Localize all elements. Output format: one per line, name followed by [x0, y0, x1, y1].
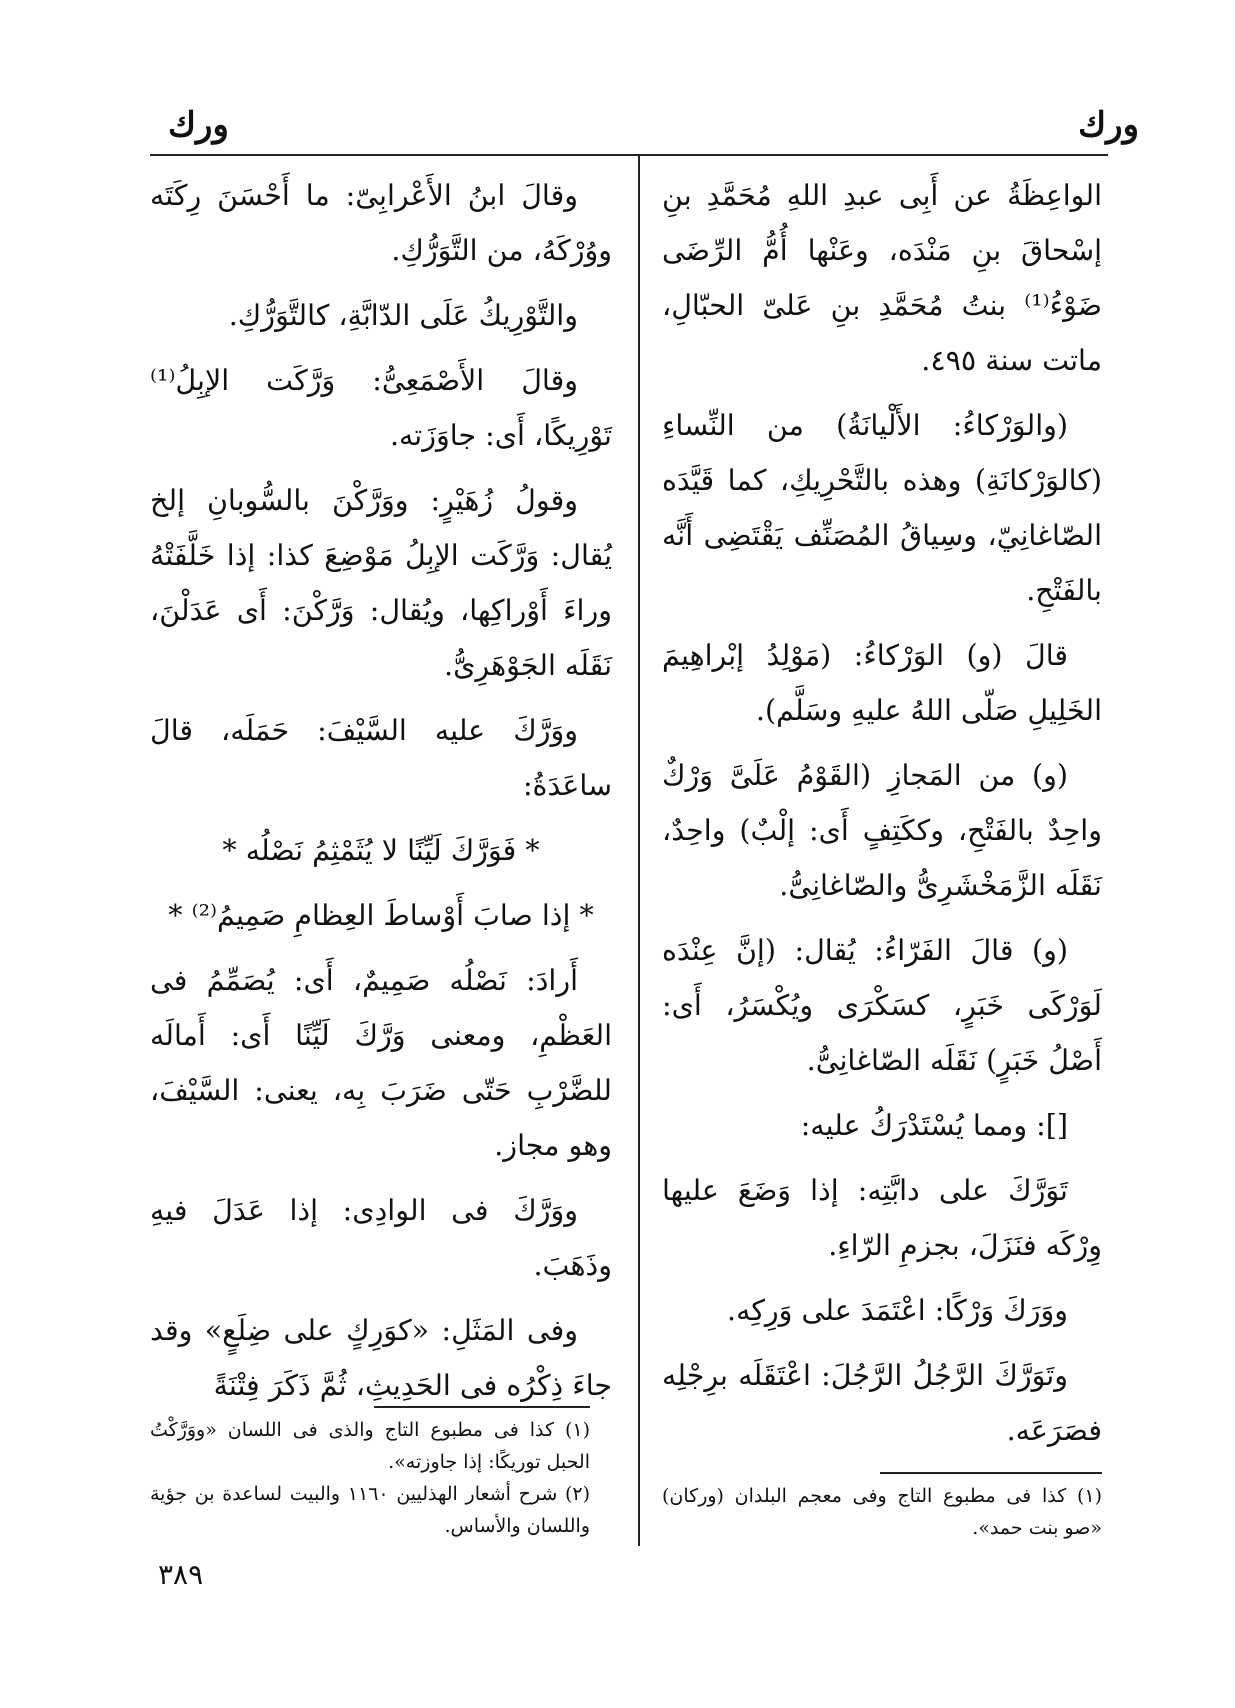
header-rule	[150, 154, 1108, 156]
page-number: ٣٨٩	[158, 1558, 204, 1591]
footnote-rule-right	[880, 1472, 1102, 1474]
left-column	[150, 168, 612, 1423]
right-column	[662, 168, 1102, 1468]
paragraph: وقالَ الأَصْمَعِىُّ: وَرَّكَت الإبِلُ⁽¹⁾ تَوْرِيكًا، أَى: جاوَزَته.	[150, 364, 612, 452]
verse-line: * فَوَرَّكَ لَيِّنًا لا يُثَمْثِمُ نَصْلُه *	[222, 834, 540, 867]
footnote: (١) كذا فى مطبوع التاج والذى فى اللسان «ووَرَّكْتُ الحبل توريكًا: إذا جاوزته».	[150, 1419, 590, 1473]
paragraph: []: ومما يُسْتَدْرَكُ عليه:	[800, 1109, 1068, 1142]
paragraph: وقالَ ابنُ الأَعْرابِىّ: ما أَحْسَنَ رِكَتَه ووُرْكَهُ، من التَّوَرُّكِ.	[150, 179, 612, 267]
paragraph: (و) قالَ الفَرّاءُ: يُقال: (إنَّ عِنْدَه لَوَرْكَى خَبَرٍ، كسَكْرَى ويُكْسَرُ، أَى: أَصْلُ خَبَرٍ) نَقَلَه الصّاغانِىُّ.	[662, 934, 1102, 1077]
paragraph: والتَّوْرِيكُ عَلَى الدّابَّةِ، كالتَّوَرُّكِ.	[228, 299, 578, 332]
paragraph: وقولُ زُهَيْرٍ: ووَرَّكْنَ بالسُّوبانِ إلخ يُقال: وَرَّكَت الإبِلُ مَوْضِعَ كذا: إذا خَلَّفَتْهُ وراءَ أَوْراكِها، ويُقال: وَرَّكْنَ: أَى عَدَلْنَ، نَقَلَه الجَوْهَرِىُّ.	[150, 484, 612, 682]
column-divider	[638, 156, 640, 1546]
paragraph: تَوَرَّكَ على دابَّتِه: إذا وَضَعَ عليها وِرْكَه فنَزَلَ، بجزمِ الرّاءِ.	[662, 1174, 1102, 1262]
footnote-rule-left	[374, 1406, 590, 1408]
paragraph: أَرادَ: نَصْلُه صَمِيمٌ، أَى: يُصَمِّمُ فى العَظْمِ، ومعنى وَرَّكَ لَيِّنًا أَى: أَمالَه للضَّرْبِ حَتّى ضَرَبَ بِه، يعنى: السَّيْفَ، وهو مجاز.	[150, 964, 612, 1162]
footnotes-right	[662, 1480, 1102, 1544]
paragraph: (والوَرْكاءُ: الأَلْيانَةُ) من النِّساءِ (كالوَرْكانَةِ) وهذه بالتَّحْرِيكِ، كما قَيَّدَه الصّاغانِيّ، وسِياقُ المُصَنِّف يَقْتَضِى أَنَّه بالفَتْحِ.	[662, 409, 1102, 607]
paragraph: (و) من المَجازِ (القَوْمُ عَلَىَّ وَرْكٌ واحِدٌ بالفَتْحِ، وككَتِفٍ أَى: إلْبٌ) واحِدٌ، نَقَلَه الزَّمَخْشَرِىُّ والصّاغانِىُّ.	[662, 759, 1102, 902]
footnotes-left	[150, 1414, 590, 1542]
running-head-left: ورك	[168, 105, 229, 145]
running-head-right: ورك	[1078, 105, 1139, 145]
paragraph: وفى المَثَلِ: «كوَرِكٍ على ضِلَعٍ» وقد جاءَ ذِكْرُه فى الحَدِيثِ، ثُمَّ ذَكَرَ فِتْنَةً	[150, 1314, 612, 1402]
verse-line: * إذا صابَ أَوْساطَ العِظامِ صَمِيمُ⁽²⁾ *	[168, 899, 594, 932]
paragraph: ووَرَّكَ عليه السَّيْفَ: حَمَلَه، قالَ ساعَدَةُ:	[150, 714, 612, 802]
paragraph: وتَوَرَّكَ الرَّجُلُ الرَّجُلَ: اعْتَقَلَه برِجْلِه فصَرَعَه.	[662, 1359, 1102, 1447]
paragraph: ووَرَكَ وَرْكًا: اعْتَمَدَ على وَرِكِه.	[727, 1294, 1068, 1327]
paragraph: ووَرَّكَ فى الوادِى: إذا عَدَلَ فيهِ وذَهَبَ.	[150, 1194, 612, 1282]
footnote: (٢) شرح أشعار الهذليين ١١٦٠ والبيت لساعدة بن جؤية واللسان والأساس.	[150, 1483, 590, 1537]
paragraph: الواعِظَةُ عن أَبِى عبدِ اللهِ مُحَمَّدِ بنِ إسْحاقَ بنِ مَنْدَه، وعَنْها أُمُّ الرِّضَى ضَوْءُ⁽¹⁾ بنتُ مُحَمَّدِ بنِ عَلىّ الحبّالِ، ماتت سنة ٤٩٥.	[662, 179, 1102, 377]
footnote: (١) كذا فى مطبوع التاج وفى معجم البلدان (وركان) «صو بنت حمد».	[662, 1485, 1102, 1539]
paragraph: قالَ (و) الوَرْكاءُ: (مَوْلِدُ إبْراهِيمَ الخَلِيلِ صَلّى اللهُ عليهِ وسَلَّم).	[662, 639, 1102, 727]
